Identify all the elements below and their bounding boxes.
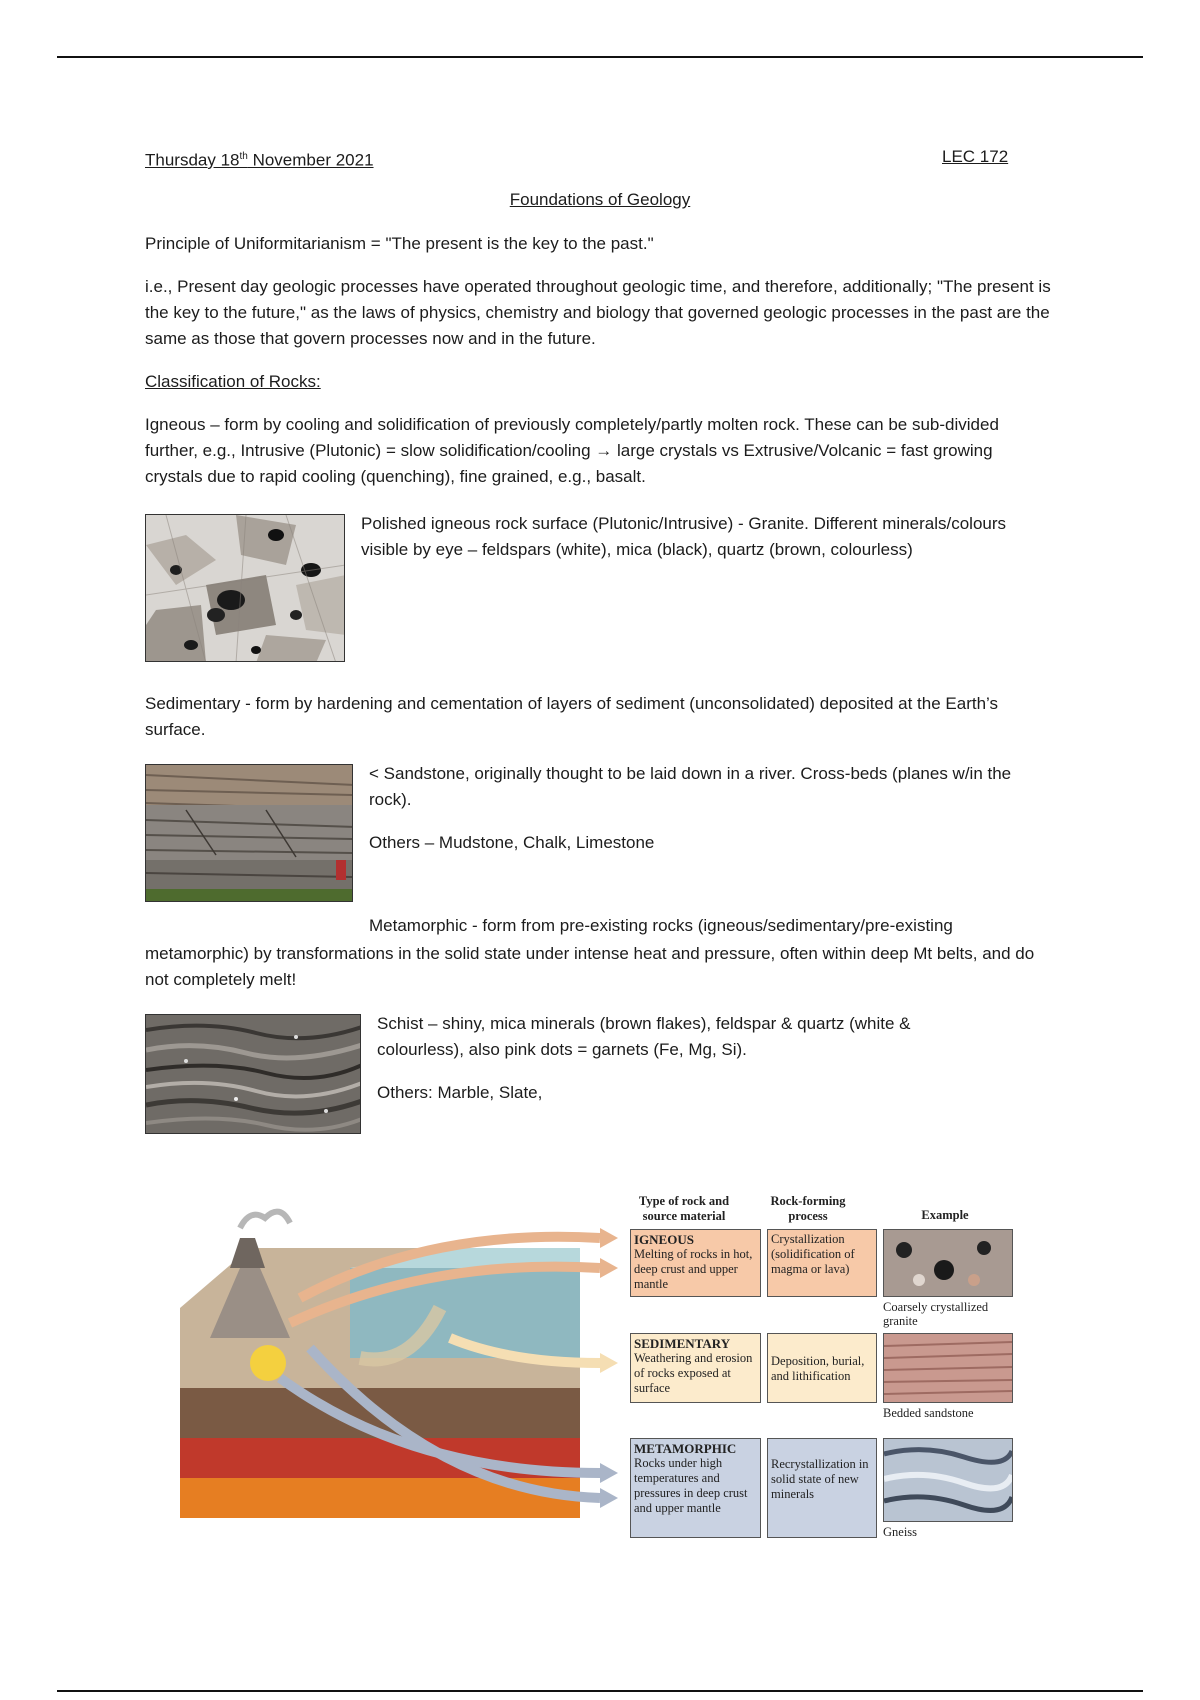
sandstone-example-image — [883, 1333, 1013, 1403]
course-code: LEC 172 — [942, 147, 1009, 166]
sedimentary-description: Sedimentary - form by hardening and cementation of layers of sediment (unconsolidated) deposited at the Earth’s surface. — [145, 694, 999, 739]
sedimentary-example-caption: Bedded sandstone — [883, 1406, 974, 1420]
column-header-process: Rock-forming process — [770, 1194, 846, 1223]
igneous-source-box: IGNEOUS Melting of rocks in hot, deep crust and upper mantle — [630, 1229, 761, 1297]
granite-example-image — [883, 1229, 1013, 1297]
metamorphic-process-box: Recrystallization in solid state of new minerals — [767, 1438, 877, 1538]
bottom-rule — [57, 1690, 1143, 1692]
sedimentary-source-box: SEDIMENTARY Weathering and erosion of rocks exposed at surface — [630, 1333, 761, 1403]
rock-types-diagram — [180, 1188, 1020, 1548]
granite-caption: Polished igneous rock surface (Plutonic/Intrusive) - Granite. Different minerals/colours visible by eye – feldspars (white), mica (black), quartz (brown, colourless) — [361, 514, 1007, 559]
igneous-process-box: Crystallization (solidification of magma or lava) — [767, 1229, 877, 1297]
column-header-type: Type of rock and source material — [638, 1194, 730, 1223]
principle-detail: i.e., Present day geologic processes have operated throughout geologic time, and therefore, additionally; "The present is the key to the future," as the laws of physics, chemistry and biology that governed geologic processes in the past are the same as those that govern processes now and in the future. — [145, 277, 1051, 348]
metamorphic-description-start: Metamorphic - form from pre-existing rocks (igneous/sedimentary/pre-existing — [369, 916, 953, 935]
sedimentary-others: Others – Mudstone, Chalk, Limestone — [369, 833, 655, 852]
granite-photo — [145, 514, 345, 662]
metamorphic-others: Others: Marble, Slate, — [377, 1083, 543, 1102]
lecture-date: Thursday 18th November 2021 — [145, 150, 374, 170]
rock-cycle-cross-section — [180, 1188, 640, 1548]
classification-heading: Classification of Rocks: — [145, 372, 321, 391]
column-header-example: Example — [921, 1208, 969, 1222]
metamorphic-example-caption: Gneiss — [883, 1525, 918, 1539]
metamorphic-description-rest: metamorphic) by transformations in the solid state under intense heat and pressure, often within deep Mt belts, and do not completely melt! — [145, 944, 1035, 989]
gneiss-example-image — [883, 1438, 1013, 1522]
igneous-example-caption: Coarsely crystallized granite — [883, 1300, 989, 1328]
metamorphic-source-box: METAMORPHIC Rocks under high temperatures and pressures in deep crust and upper mantle — [630, 1438, 761, 1538]
principle-statement: Principle of Uniformitarianism = "The present is the key to the past." — [145, 234, 654, 253]
schist-caption: Schist – shiny, mica minerals (brown flakes), feldspar & quartz (white & colourless), also pink dots = garnets (Fe, Mg, Si). — [377, 1014, 911, 1059]
igneous-description: Igneous – form by cooling and solidification of previously completely/partly molten rock. These can be sub-divided further, e.g., Intrusive (Plutonic) = slow solidification/cooling → large crystals vs Extrusive/Volcanic = fast growing crystals due to rapid cooling (quenching), fine grained, e.g., basalt. — [145, 415, 999, 486]
page-title: Foundations of Geology — [509, 190, 691, 209]
sandstone-caption: < Sandstone, originally thought to be laid down in a river. Cross-beds (planes w/in the rock). — [369, 764, 1012, 809]
top-rule — [57, 56, 1143, 58]
sedimentary-process-box: Deposition, burial, and lithification — [767, 1333, 877, 1403]
schist-photo — [145, 1014, 361, 1134]
sandstone-photo — [145, 764, 353, 902]
